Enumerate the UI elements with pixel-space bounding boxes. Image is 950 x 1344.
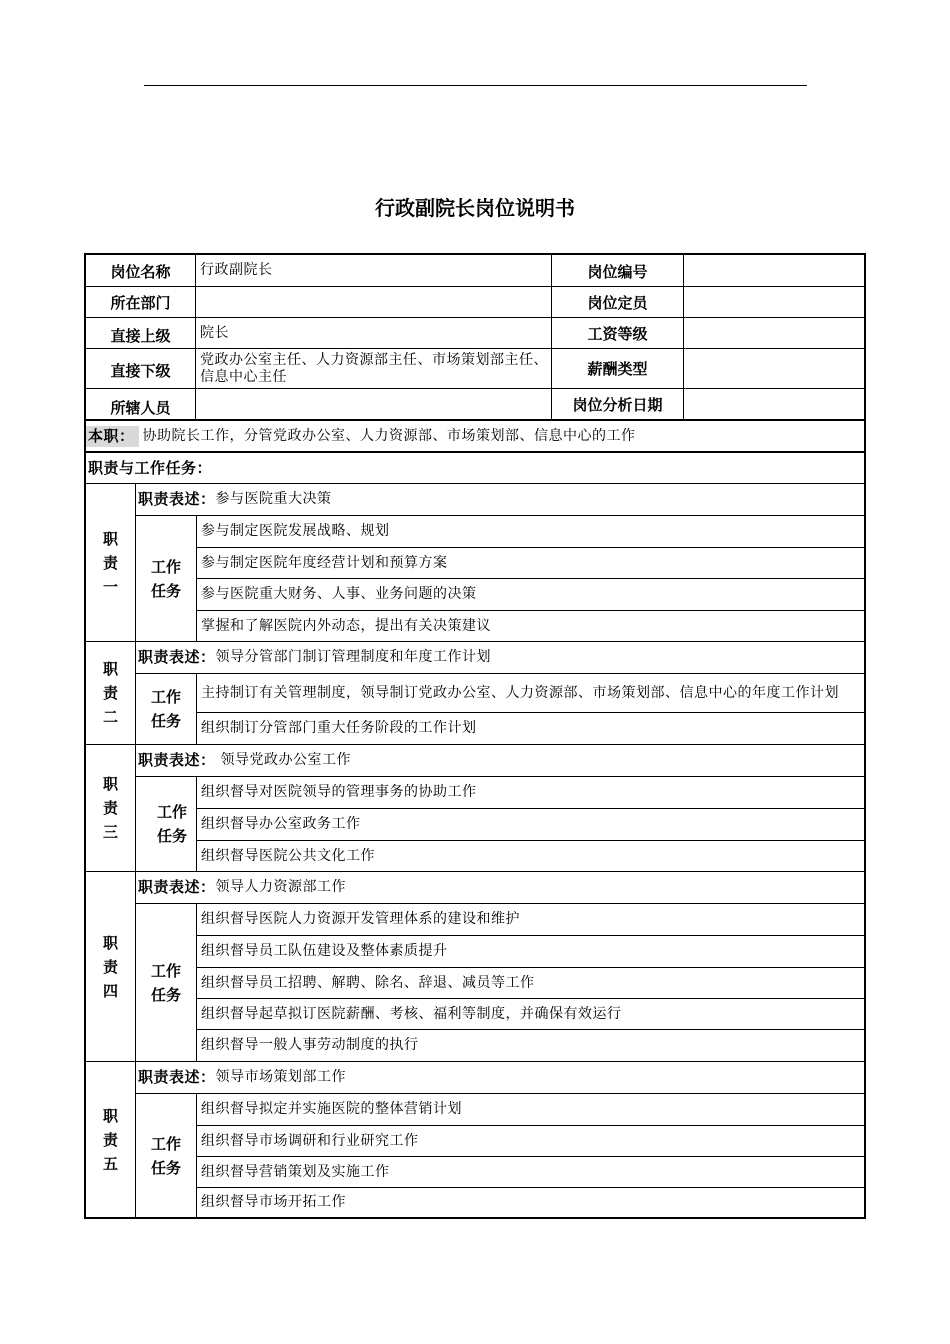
duty-statement: 职责表述： 参与医院重大决策 xyxy=(138,490,332,508)
headcount-value xyxy=(684,287,864,317)
task-item: 组织督导办公室政务工作 xyxy=(201,816,361,832)
position-name-label: 岗位名称 xyxy=(110,263,171,281)
task-item: 组织督导起草拟订医院薪酬、考核、福利等制度，并确保有效运行 xyxy=(201,1005,622,1022)
subordinate-value: 党政办公室主任、人力资源部主任、市场策划部主任、信息中心主任 xyxy=(200,351,548,385)
duties-heading: 职责与工作任务： xyxy=(88,458,213,477)
position-name-value: 行政副院长 xyxy=(200,262,273,278)
position-code-label: 岗位编号 xyxy=(587,263,648,281)
pay-type-label: 薪酬类型 xyxy=(587,360,648,378)
duty-title: 职责三 xyxy=(102,775,118,841)
task-item: 组织督导医院公共文化工作 xyxy=(201,847,375,864)
duty-title: 职责二 xyxy=(102,660,118,726)
salary-grade-value xyxy=(684,318,864,348)
job-description-form xyxy=(84,253,866,1219)
task-item: 参与制定医院发展战略、规划 xyxy=(201,523,390,539)
superior-value: 院长 xyxy=(200,324,229,341)
document-title: 行政副院长岗位说明书 xyxy=(375,196,575,220)
task-item: 组织督导市场开拓工作 xyxy=(201,1194,346,1210)
department-label: 所在部门 xyxy=(110,294,171,312)
duty-title: 职责一 xyxy=(102,529,118,596)
department-value xyxy=(196,287,551,317)
work-task-label: 工作任务 xyxy=(150,688,181,730)
analysis-date-value xyxy=(684,389,864,419)
staff-label: 所辖人员 xyxy=(110,398,171,417)
subordinate-label: 直接下级 xyxy=(110,362,171,380)
pay-type-value xyxy=(684,349,864,388)
duty-title: 职责五 xyxy=(102,1106,118,1173)
task-item: 组织督导对医院领导的管理事务的协助工作 xyxy=(201,784,477,800)
task-item: 组织督导医院人力资源开发管理体系的建设和维护 xyxy=(201,911,520,927)
task-item: 组织督导市场调研和行业研究工作 xyxy=(201,1132,419,1149)
headcount-label: 岗位定员 xyxy=(587,293,648,312)
task-item: 掌握和了解医院内外动态，提出有关决策建议 xyxy=(201,617,491,634)
duty-statement: 职责表述： 领导分管部门制订管理制度和年度工作计划 xyxy=(138,648,492,666)
salary-grade-label: 工资等级 xyxy=(587,324,648,343)
work-task-label: 工作任务 xyxy=(156,803,187,845)
task-item: 主持制订有关管理制度，领导制订党政办公室、人力资源部、市场策划部、信息中心的年度工作计划 xyxy=(201,684,839,701)
work-task-label: 工作任务 xyxy=(150,1134,181,1177)
task-item: 参与制定医院年度经营计划和预算方案 xyxy=(201,554,448,571)
task-item: 组织督导员工队伍建设及整体素质提升 xyxy=(201,943,448,959)
summary-label: 本职： xyxy=(86,426,139,447)
work-task-label: 工作任务 xyxy=(150,557,181,600)
duty-statement: 职责表述： 领导市场策划部工作 xyxy=(138,1068,347,1086)
task-item: 组织督导营销策划及实施工作 xyxy=(201,1163,390,1180)
analysis-date-label: 岗位分析日期 xyxy=(572,395,663,414)
summary-text: 协助院长工作，分管党政办公室、人力资源部、市场策划部、信息中心的工作 xyxy=(142,427,636,444)
duty-statement: 职责表述： 领导人力资源部工作 xyxy=(138,878,347,896)
task-item: 组织制订分管部门重大任务阶段的工作计划 xyxy=(201,720,477,736)
work-task-label: 工作任务 xyxy=(150,961,181,1004)
task-item: 参与医院重大财务、人事、业务问题的决策 xyxy=(201,586,477,602)
duty-statement: 职责表述： 领导党政办公室工作 xyxy=(138,751,351,769)
position-code-value xyxy=(684,255,864,286)
staff-value xyxy=(196,389,551,419)
task-item: 组织督导员工招聘、解聘、除名、辞退、减员等工作 xyxy=(201,974,535,991)
summary-row xyxy=(86,421,864,451)
task-item: 组织督导拟定并实施医院的整体营销计划 xyxy=(201,1101,462,1117)
duty-title: 职责四 xyxy=(102,933,118,1000)
header-rule xyxy=(144,85,807,86)
superior-label: 直接上级 xyxy=(110,326,171,345)
task-item: 组织督导一般人事劳动制度的执行 xyxy=(201,1037,419,1053)
